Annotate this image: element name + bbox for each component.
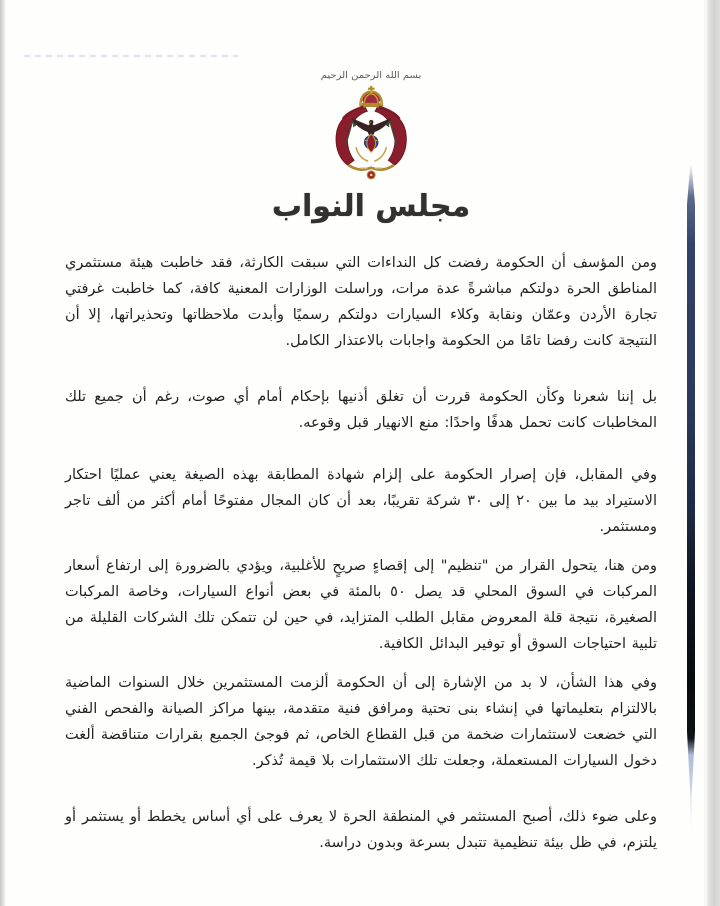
letterhead — [11, 70, 720, 224]
paragraph-4: ومن هنا، يتحول القرار من "تنظيم" إلى إقصاءٍ صريحٍ للأغلبية، ويؤدي بالضرورة إلى ارتفاع أسعار المركبات في السوق المحلي قد يصل ٥٠ بالمئة في بعض أنواع السيارات، وخاصة المركبات الصغيرة، نتيجة قلة المعروض مقابل الطلب المتزايد، في حين لن تتمكن تلك الشركات القليلة من تلبية احتياجات السوق أو توفير البدائل الكافية. — [65, 558, 657, 652]
paragraph-2: بل إننا شعرنا وكأن الحكومة قررت أن تغلق أذنيها بإحكام أمام أي صوت، رغم أن جميع تلك المخاطبات كانت تحمل هدفًا واحدًا: منع الانهيار قبل وقوعه. — [65, 389, 657, 431]
scan-fold-artifact — [24, 55, 238, 57]
letter-body — [65, 250, 657, 856]
page-edge-left — [0, 0, 6, 906]
paragraph-1: ومن المؤسف أن الحكومة رفضت كل النداءات التي سبقت الكارثة، فقد خاطبت هيئة مستثمري المناطق الحرة دولتكم مباشرةً عدة مرات، وراسلت الوزارات المعنية كافة، كما خاطبت غرفتي تجارة الأردن وعمّان ونقابة وكلاء السيارات دولتكم رسميًا وأبدت ملاحظاتها وتحذيراتها، إلا أن النتيجة كانت رفضا تامًا من الحكومة واجابات بالاعتذار الكامل. — [65, 255, 657, 349]
organization-title: مجلس النواب — [271, 189, 471, 224]
paragraph-5: وفي هذا الشأن، لا بد من الإشارة إلى أن الحكومة ألزمت المستثمرين خلال السنوات الماضية بالالتزام بتعليماتها في إنشاء بنى تحتية ومرافق فنية متقدمة، بينها مراكز الصيانة والفحص الفني التي خضعت لاستثمارات ضخمة من قبل القطاع الخاص، ثم فوجئ الجميع بقرارات متناقضة ألغت دخول السيارات المستعملة، وجعلت تلك الاستثمارات بلا قيمة تُذكر. — [65, 675, 657, 769]
page-edge-right — [704, 0, 720, 906]
royal-coat-of-arms-icon — [11, 85, 720, 181]
paragraph-3: وفي المقابل، فإن إصرار الحكومة على إلزام شهادة المطابقة بهذه الصيغة يعني عمليًا احتكار الاستيراد بيد ما بين ٢٠ إلى ٣٠ شركة تقريبًا، بعد أن كان المجال مفتوحًا أمام أكثر من ألف تاجر ومستثمر. — [65, 467, 657, 535]
paragraph-6: وعلى ضوء ذلك، أصبح المستثمر في المنطقة الحرة لا يعرف على أي أساس يخطط أو يستثمر أو يلتزم، في ظل بيئة تنظيمية تتبدل بسرعة وبدون دراسة. — [65, 809, 657, 851]
scan-edge-artifact — [687, 164, 695, 832]
bismillah-calligraphy: بسم الله الرحمن الرحيم — [320, 70, 422, 81]
